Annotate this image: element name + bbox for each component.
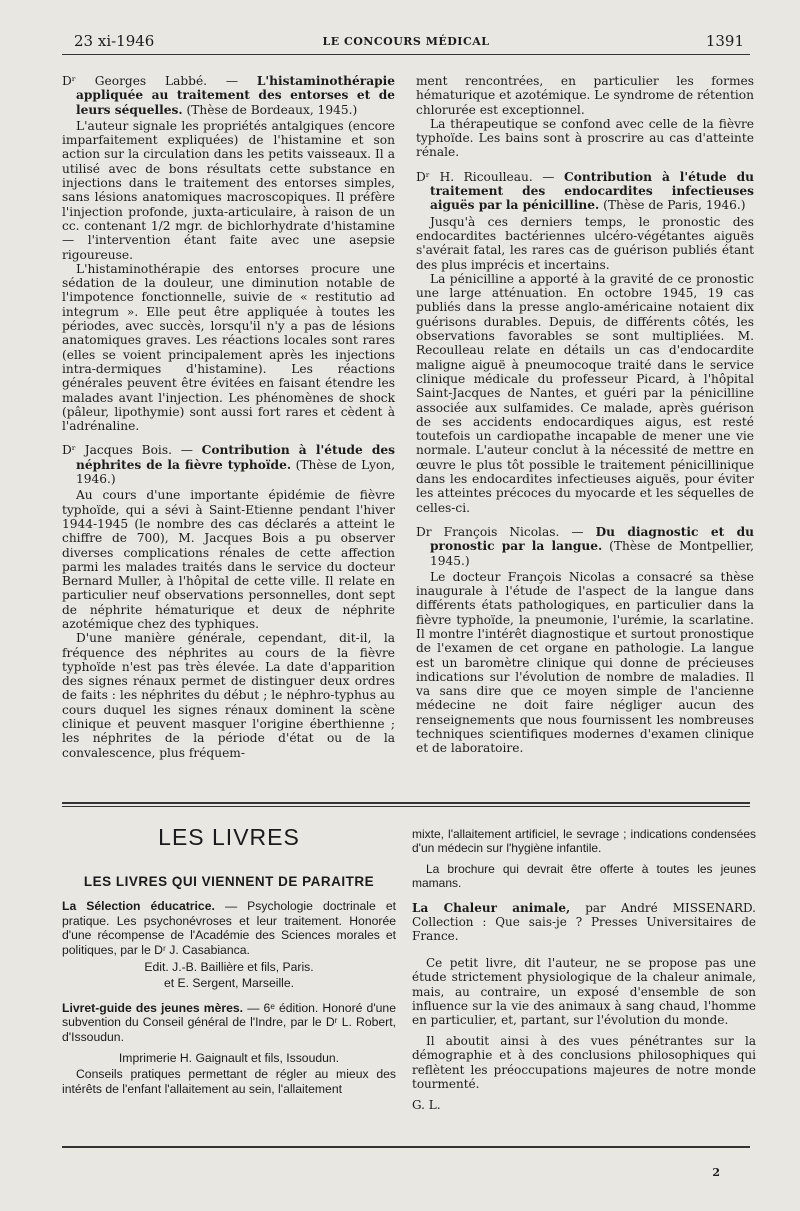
right-column [416, 74, 754, 756]
article-heading [416, 525, 754, 568]
book-entry [412, 901, 756, 944]
book-entry [62, 1001, 396, 1097]
paragraph: L'auteur signale les propriétés antalgiques (encore imparfaitement expliquées) de l'histamine et son action sur la circulation dans les petits vaisseaux. Il a utilisé avec de bons résultats cette substance en injections dans le traitement des entorses simples, sans lésions anatomiques macroscopiques. Il préfère l'injection profonde, juxta-articulaire, à raison de un cc. contenant 1/2 mgr. de bichlorhydrate d'histamine — l'intervention étant faite avec une asepsie rigoureuse. [62, 118, 395, 262]
running-header [62, 30, 750, 52]
book-entry [62, 899, 396, 991]
section-subtitle: LES LIVRES QUI VIENNENT DE PARAITRE [83, 873, 375, 889]
paragraph: Au cours d'une importante épidémie de fièvre typhoïde, qui a sévi à Saint-Etienne pendant l'hiver 1944-1945 (le nombre des cas déclarés a atteint le chiffre de 700), M. Jacques Bois a pu observer diverses complications rénales de cette affection parmi les malades traités dans le service du docteur Bernard Muller, à l'hôpital de cette ville. Il relate en particulier neuf observations personnelles, dont sept de néphrite hématurique et deux de néphrite azotémique chez des typhiques. [62, 488, 395, 631]
paragraph: Il aboutit ainsi à des vues pénétrantes sur la démographie et à des conclusions philosophiques qui reflètent les préoccupations majeures de notre monde tourmenté. [412, 1033, 756, 1092]
review-bois [62, 443, 395, 760]
paragraph: La pénicilline a apporté à la gravité de ce pronostic une large atténuation. En octobre 1945, 19 cas publiés dans la presse anglo-américaine notaient dix guérisons durables. Depuis, de différents côtés, les observations favorables se sont multipliées. M. Recoulleau relate en détails un cas d'endocardite maligne aiguë à pneumocoque traité dans le service clinique médicale du professeur Picard, à l'hôpital Saint-Jacques de Nantes, et guéri par la pénicilline associée aux sulfamides. Ce malade, après guérison de ses accidents endocardiques aigus, est resté toutefois un cardiopathe incapable de mener une vie normale. L'auteur conclut à la nécessité de mettre en œuvre le plus tôt possible le traitement pénicillinique dans les endocardites infectieuses aiguës, pour éviter les atteintes précoces du myocarde et les séquelles de celles-ci. [416, 271, 754, 515]
paragraph: L'histaminothérapie des entorses procure une sédation de la douleur, une diminution notable de l'impotence fonctionnelle, suivie de « restitutio ad integrum ». Elle peut être appliquée à toutes les périodes, avec succès, lorsqu'il n'y a pas de lésions anatomiques graves. Les réactions locales sont rares (elles se voient principalement après les injections intra-dermiques d'histamine). Les réactions générales peuvent être évitées en faisant étendre les malades avant l'injection. Les phénomènes de shock (pâleur, lipothymie) sont aussi fort rares et cèdent à l'adrénaline. [62, 261, 395, 434]
article-heading [416, 170, 754, 213]
book-title: La Chaleur animale, [412, 900, 571, 915]
page-number: 1391 [705, 32, 744, 50]
books-right-column [412, 827, 756, 1112]
book-description: par André MISSENARD. Collection : Que sais-je ? Presses Universitaires de France. [412, 900, 756, 944]
header-rule [62, 54, 750, 55]
publisher: Imprimerie H. Gaignault et fils, Issoudun. [118, 1050, 340, 1065]
left-column [62, 74, 395, 760]
book-description: — Psychologie doctrinale et pratique. Les psychonévroses et leur traitement. Honorée d'une récompense de l'Académie des Sciences morales et politiques, par le Dʳ J. Casabianca. [62, 899, 396, 957]
thesis-title: Contribution à l'étude du traitement des endocardites infectieuses aiguës par la pénicilline. [430, 169, 754, 213]
paragraph: Conseils pratiques permettant de régler au mieux des intérêts de l'enfant l'allaitement au sein, l'allaitement [62, 1067, 396, 1096]
review-labbe [62, 74, 395, 433]
thesis-ref: (Thèse de Paris, 1946.) [603, 198, 746, 213]
book-title: Livret-guide des jeunes mères. [62, 1000, 244, 1015]
review-ricoulleau [416, 170, 754, 515]
journal-title: LE CONCOURS MÉDICAL [322, 35, 490, 48]
section-title: LES LIVRES [158, 824, 300, 850]
paragraph: La thérapeutique se confond avec celle de la fièvre typhoïde. Les bains sont à proscrire au cas d'atteinte rénale. [416, 116, 754, 160]
book-title: La Sélection éducatrice. [62, 899, 215, 914]
paragraph: Le docteur François Nicolas a consacré sa thèse inaugurale à l'étude de l'aspect de la langue dans différents états pathologiques, en particulier dans la fièvre typhoïde, la pneumonie, l'urémie, la scarlatine. Il montre l'intérêt diagnostique et surtout pronostique de l'examen de cet organe en pathologie. La langue est un baromètre clinique qui donne de précieuses indications sur l'évolution de nombre de maladies. Il va sans dire que ce moyen simple de l'ancienne médecine ne doit faire négliger aucun des renseignements que nous fournissent les nombreuses techniques scientifiques modernes d'examen clinique et de laboratoire. [416, 569, 754, 756]
thesis-ref: (Thèse de Bordeaux, 1945.) [186, 102, 358, 117]
thesis-title: L'histaminothérapie appliquée au traitement des entorses et de leurs séquelles. [76, 74, 396, 117]
publisher: et E. Sergent, Marseille. [163, 976, 295, 991]
article-heading [62, 443, 395, 486]
publisher: Edit. J.-B. Baillière et fils, Paris. [144, 959, 314, 974]
books-left-column [62, 822, 396, 1102]
page-mark: 2 [712, 1166, 720, 1179]
thesis-ref: (Thèse de Lyon, 1946.) [76, 457, 395, 487]
paragraph: Ce petit livre, dit l'auteur, ne se propose pas une étude strictement physiologique de la chaleur animale, mais, au contraire, un exposé d'ensemble de son influence sur la vie des animaux à sang chaud, l'homme en particulier, et, partant, sur l'évolution du monde. [412, 955, 756, 1028]
thesis-title: Contribution à l'étude des néphrites de la fièvre typhoïde. [76, 443, 395, 472]
review-bois-continued [416, 74, 754, 160]
paragraph: D'une manière générale, cependant, dit-il, la fréquence des néphrites au cours de la fièvre typhoïde n'est pas très élevée. La date d'apparition des signes rénaux permet de distinguer deux ordres de faits : les néphrites du début ; le néphro-typhus au cours duquel les signes rénaux dominent la scène clinique et peuvent masquer l'origine éberthienne ; les néphrites de la période d'état ou de la convalescence, plus fréquem- [62, 631, 395, 760]
author: Dʳ Jacques Bois. — [62, 443, 193, 458]
paragraph: ment rencontrées, en particulier les formes hématurique et azotémique. Le syndrome de rétention chlorurée est exceptionnel. [416, 74, 754, 117]
review-nicolas [416, 525, 754, 756]
signature: G. L. [412, 1097, 441, 1112]
paragraph: Jusqu'à ces derniers temps, le pronostic des endocardites bactériennes ulcéro-végétantes aiguës s'avérait fatal, les rares cas de guérison publiés étant des plus imprécis et incertains. [416, 214, 754, 272]
thesis-ref: (Thèse de Montpellier, 1945.) [430, 539, 754, 568]
book-description: — 6ᵉ édition. Honoré d'une subvention du Conseil général de l'Indre, par le Dʳ L. Robert, d'Issoudun. [62, 1000, 396, 1044]
author: Dr François Nicolas. — [416, 524, 584, 539]
issue-date: 23 xi-1946 [74, 32, 155, 50]
section-rule [62, 802, 750, 804]
section-rule [62, 806, 750, 807]
paragraph: mixte, l'allaitement artificiel, le sevrage ; indications condensées d'un médecin sur l'hygiène infantile. [412, 827, 756, 856]
author: Dʳ H. Ricoulleau. — [416, 169, 555, 184]
article-heading [62, 74, 395, 117]
thesis-title: Du diagnostic et du pronostic par la langue. [430, 524, 754, 554]
footer-rule [62, 1146, 750, 1148]
author: Dʳ Georges Labbé. — [62, 74, 239, 88]
paragraph: La brochure qui devrait être offerte à toutes les jeunes mamans. [412, 861, 756, 891]
